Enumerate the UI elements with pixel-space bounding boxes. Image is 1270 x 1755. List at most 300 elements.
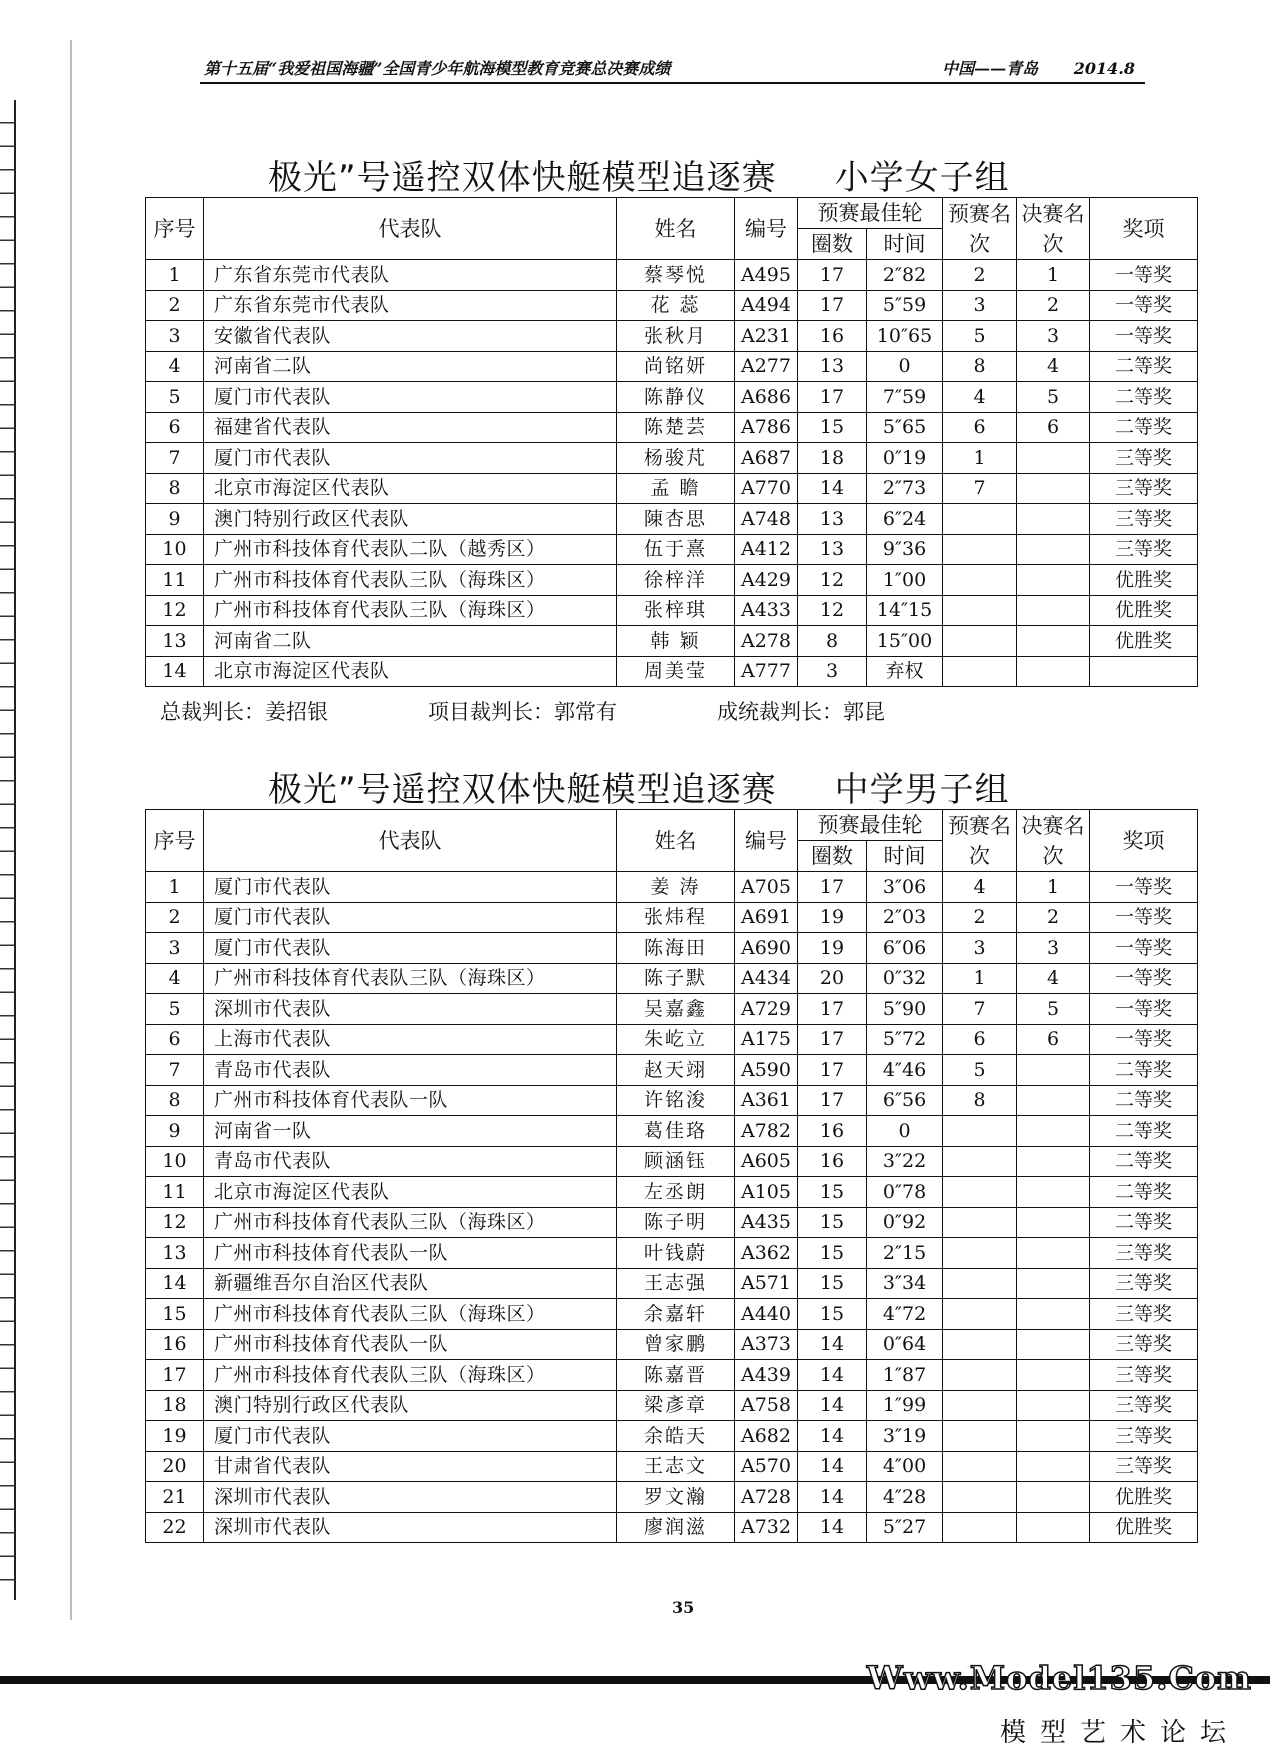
cell-num: A786 xyxy=(735,412,798,443)
cell-num: A570 xyxy=(735,1451,798,1482)
cell-time: 5″90 xyxy=(867,994,943,1025)
col-award: 奖项 xyxy=(1090,198,1198,260)
cell-num: A691 xyxy=(735,902,798,933)
col-seq: 序号 xyxy=(146,810,204,872)
cell-laps: 19 xyxy=(798,933,867,964)
cell-award: 三等奖 xyxy=(1090,473,1198,504)
forum-name: 模型艺术论坛 xyxy=(999,1718,1240,1748)
cell-name: 葛佳珞 xyxy=(617,1116,735,1147)
cell-prelim: 6 xyxy=(943,1024,1017,1055)
cell-name: 余嘉轩 xyxy=(617,1299,735,1330)
cell-prelim xyxy=(943,1299,1017,1330)
cell-time: 5″72 xyxy=(867,1024,943,1055)
table-row xyxy=(146,260,1198,291)
cell-final: 5 xyxy=(1017,994,1090,1025)
cell-prelim xyxy=(943,1207,1017,1238)
cell-num: A362 xyxy=(735,1238,798,1269)
col-final: 决赛名次 xyxy=(1017,198,1090,260)
cell-name: 周美莹 xyxy=(617,656,735,687)
cell-final xyxy=(1017,1512,1090,1543)
cell-award: 一等奖 xyxy=(1090,1024,1198,1055)
col-prelim: 预赛名次 xyxy=(943,198,1017,260)
binding-strip xyxy=(0,100,16,1600)
cell-final: 4 xyxy=(1017,351,1090,382)
cell-laps: 15 xyxy=(798,1238,867,1269)
table-row xyxy=(146,1390,1198,1421)
running-header xyxy=(200,48,1145,84)
cell-award: 三等奖 xyxy=(1090,504,1198,535)
cell-seq: 6 xyxy=(146,1024,204,1055)
cell-num: A571 xyxy=(735,1268,798,1299)
cell-team: 上海市代表队 xyxy=(204,1024,617,1055)
cell-num: A777 xyxy=(735,656,798,687)
cell-award: 三等奖 xyxy=(1090,1238,1198,1269)
table-row xyxy=(146,963,1198,994)
cell-laps: 14 xyxy=(798,1390,867,1421)
cell-name: 赵天翊 xyxy=(617,1055,735,1086)
cell-final xyxy=(1017,1451,1090,1482)
cell-award: 二等奖 xyxy=(1090,412,1198,443)
table-row xyxy=(146,902,1198,933)
cell-seq: 9 xyxy=(146,1116,204,1147)
cell-award: 优胜奖 xyxy=(1090,1512,1198,1543)
cell-prelim: 4 xyxy=(943,872,1017,903)
cell-num: A434 xyxy=(735,963,798,994)
cell-seq: 10 xyxy=(146,1146,204,1177)
cell-final xyxy=(1017,595,1090,626)
cell-final xyxy=(1017,1482,1090,1513)
cell-seq: 17 xyxy=(146,1360,204,1391)
cell-time: 6″24 xyxy=(867,504,943,535)
col-final: 决赛名次 xyxy=(1017,810,1090,872)
cell-name: 梁彥章 xyxy=(617,1390,735,1421)
cell-laps: 8 xyxy=(798,626,867,657)
cell-seq: 11 xyxy=(146,1177,204,1208)
table-row xyxy=(146,443,1198,474)
cell-final: 3 xyxy=(1017,933,1090,964)
cell-laps: 14 xyxy=(798,473,867,504)
cell-seq: 20 xyxy=(146,1451,204,1482)
cell-team: 厦门市代表队 xyxy=(204,902,617,933)
cell-award: 一等奖 xyxy=(1090,994,1198,1025)
section2-event: 极光”号遥控双体快艇模型追逐赛 xyxy=(268,770,777,810)
cell-seq: 21 xyxy=(146,1482,204,1513)
cell-name: 陳杏思 xyxy=(617,504,735,535)
cell-award: 二等奖 xyxy=(1090,1207,1198,1238)
cell-final: 1 xyxy=(1017,260,1090,291)
cell-time: 0″32 xyxy=(867,963,943,994)
cell-team: 广州市科技体育代表队三队（海珠区） xyxy=(204,595,617,626)
cell-award: 优胜奖 xyxy=(1090,626,1198,657)
cell-num: A105 xyxy=(735,1177,798,1208)
header-location-date xyxy=(912,56,1135,79)
cell-award: 三等奖 xyxy=(1090,1451,1198,1482)
cell-prelim: 3 xyxy=(943,290,1017,321)
table-row xyxy=(146,1055,1198,1086)
col-prelim: 预赛名次 xyxy=(943,810,1017,872)
cell-prelim: 8 xyxy=(943,1085,1017,1116)
cell-time: 5″59 xyxy=(867,290,943,321)
cell-seq: 5 xyxy=(146,994,204,1025)
cell-laps: 14 xyxy=(798,1451,867,1482)
cell-seq: 16 xyxy=(146,1329,204,1360)
cell-award: 三等奖 xyxy=(1090,1421,1198,1452)
cell-team: 澳门特别行政区代表队 xyxy=(204,504,617,535)
cell-final: 1 xyxy=(1017,872,1090,903)
table-row xyxy=(146,504,1198,535)
table-row xyxy=(146,1207,1198,1238)
cell-prelim xyxy=(943,1329,1017,1360)
cell-laps: 17 xyxy=(798,872,867,903)
cell-num: A231 xyxy=(735,321,798,352)
cell-name: 韩 颖 xyxy=(617,626,735,657)
cell-time: 2″15 xyxy=(867,1238,943,1269)
table-row xyxy=(146,565,1198,596)
cell-name: 陈子明 xyxy=(617,1207,735,1238)
cell-time: 0″19 xyxy=(867,443,943,474)
cell-award: 二等奖 xyxy=(1090,1177,1198,1208)
cell-num: A686 xyxy=(735,382,798,413)
table-row xyxy=(146,1299,1198,1330)
cell-name: 王志强 xyxy=(617,1268,735,1299)
cell-final xyxy=(1017,1207,1090,1238)
cell-prelim: 2 xyxy=(943,260,1017,291)
cell-time: 15″00 xyxy=(867,626,943,657)
cell-team: 广州市科技体育代表队三队（海珠区） xyxy=(204,963,617,994)
cell-laps: 16 xyxy=(798,1116,867,1147)
cell-laps: 14 xyxy=(798,1512,867,1543)
cell-num: A687 xyxy=(735,443,798,474)
cell-time: 0″78 xyxy=(867,1177,943,1208)
cell-team: 深圳市代表队 xyxy=(204,1482,617,1513)
cell-prelim xyxy=(943,656,1017,687)
cell-award: 优胜奖 xyxy=(1090,565,1198,596)
cell-num: A605 xyxy=(735,1146,798,1177)
cell-prelim: 2 xyxy=(943,902,1017,933)
cell-prelim xyxy=(943,534,1017,565)
cell-seq: 7 xyxy=(146,1055,204,1086)
cell-team: 青岛市代表队 xyxy=(204,1055,617,1086)
cell-seq: 11 xyxy=(146,565,204,596)
cell-name: 顾涵钰 xyxy=(617,1146,735,1177)
col-num: 编号 xyxy=(735,198,798,260)
cell-team: 深圳市代表队 xyxy=(204,994,617,1025)
cell-final xyxy=(1017,1085,1090,1116)
cell-name: 王志文 xyxy=(617,1451,735,1482)
col-best: 预赛最佳轮 xyxy=(798,810,943,841)
page-edge-line xyxy=(70,40,72,1620)
table-row xyxy=(146,933,1198,964)
cell-prelim xyxy=(943,1238,1017,1269)
cell-team: 广州市科技体育代表队一队 xyxy=(204,1085,617,1116)
table-row xyxy=(146,1512,1198,1543)
cell-team: 广东省东莞市代表队 xyxy=(204,290,617,321)
cell-laps: 13 xyxy=(798,534,867,565)
cell-num: A412 xyxy=(735,534,798,565)
col-num: 编号 xyxy=(735,810,798,872)
cell-num: A278 xyxy=(735,626,798,657)
cell-seq: 9 xyxy=(146,504,204,535)
cell-time: 3″19 xyxy=(867,1421,943,1452)
cell-seq: 6 xyxy=(146,412,204,443)
cell-final: 6 xyxy=(1017,412,1090,443)
cell-name: 叶钱蔚 xyxy=(617,1238,735,1269)
cell-time: 0″92 xyxy=(867,1207,943,1238)
cell-name: 左丞朗 xyxy=(617,1177,735,1208)
cell-name: 廖润滋 xyxy=(617,1512,735,1543)
cell-prelim xyxy=(943,1360,1017,1391)
cell-laps: 14 xyxy=(798,1482,867,1513)
cell-laps: 16 xyxy=(798,1146,867,1177)
cell-final xyxy=(1017,473,1090,504)
cell-seq: 3 xyxy=(146,933,204,964)
cell-final xyxy=(1017,1177,1090,1208)
cell-seq: 13 xyxy=(146,1238,204,1269)
cell-laps: 19 xyxy=(798,902,867,933)
cell-laps: 15 xyxy=(798,1299,867,1330)
section2-title xyxy=(268,762,1010,811)
table-row xyxy=(146,1482,1198,1513)
cell-name: 许铭浚 xyxy=(617,1085,735,1116)
cell-time: 5″27 xyxy=(867,1512,943,1543)
cell-award: 一等奖 xyxy=(1090,872,1198,903)
cell-team: 新疆维吾尔自治区代表队 xyxy=(204,1268,617,1299)
cell-num: A729 xyxy=(735,994,798,1025)
cell-final: 2 xyxy=(1017,290,1090,321)
cell-laps: 17 xyxy=(798,994,867,1025)
cell-seq: 4 xyxy=(146,963,204,994)
cell-time: 4″72 xyxy=(867,1299,943,1330)
cell-award: 二等奖 xyxy=(1090,382,1198,413)
cell-name: 孟 瞻 xyxy=(617,473,735,504)
cell-team: 河南省二队 xyxy=(204,626,617,657)
cell-final xyxy=(1017,656,1090,687)
cell-time: 0″64 xyxy=(867,1329,943,1360)
cell-final xyxy=(1017,1116,1090,1147)
cell-time: 3″06 xyxy=(867,872,943,903)
cell-seq: 12 xyxy=(146,1207,204,1238)
header-location: 中国——青岛 xyxy=(942,59,1039,78)
cell-time: 14″15 xyxy=(867,595,943,626)
cell-award: 优胜奖 xyxy=(1090,595,1198,626)
table-row xyxy=(146,1451,1198,1482)
cell-final xyxy=(1017,1238,1090,1269)
cell-team: 广州市科技体育代表队一队 xyxy=(204,1329,617,1360)
cell-award: 一等奖 xyxy=(1090,933,1198,964)
cell-seq: 8 xyxy=(146,473,204,504)
cell-seq: 8 xyxy=(146,1085,204,1116)
section1-results-table xyxy=(145,197,1198,687)
section2-results-table xyxy=(145,809,1198,1543)
cell-time: 1″00 xyxy=(867,565,943,596)
cell-award: 一等奖 xyxy=(1090,260,1198,291)
cell-time: 0 xyxy=(867,351,943,382)
cell-num: A433 xyxy=(735,595,798,626)
cell-seq: 15 xyxy=(146,1299,204,1330)
cell-prelim xyxy=(943,504,1017,535)
cell-team: 广州市科技体育代表队三队（海珠区） xyxy=(204,1299,617,1330)
cell-laps: 3 xyxy=(798,656,867,687)
cell-prelim xyxy=(943,1146,1017,1177)
col-laps: 圈数 xyxy=(798,229,867,260)
table-row xyxy=(146,1238,1198,1269)
cell-time: 2″82 xyxy=(867,260,943,291)
cell-prelim xyxy=(943,1177,1017,1208)
score-referee: 成统裁判长：郭昆 xyxy=(717,700,885,724)
table-row xyxy=(146,872,1198,903)
cell-name: 陈子默 xyxy=(617,963,735,994)
table-row xyxy=(146,290,1198,321)
cell-award: 三等奖 xyxy=(1090,443,1198,474)
cell-laps: 17 xyxy=(798,1024,867,1055)
cell-laps: 13 xyxy=(798,351,867,382)
cell-num: A494 xyxy=(735,290,798,321)
cell-name: 罗文瀚 xyxy=(617,1482,735,1513)
cell-team: 北京市海淀区代表队 xyxy=(204,473,617,504)
cell-seq: 1 xyxy=(146,872,204,903)
cell-final xyxy=(1017,1299,1090,1330)
cell-seq: 5 xyxy=(146,382,204,413)
header-title: 第十五届“我爱祖国海疆”全国青少年航海模型教育竞赛总决赛成绩 xyxy=(204,59,671,78)
cell-name: 陈静仪 xyxy=(617,382,735,413)
cell-prelim: 7 xyxy=(943,994,1017,1025)
cell-award: 三等奖 xyxy=(1090,1268,1198,1299)
cell-final: 5 xyxy=(1017,382,1090,413)
cell-team: 澳门特别行政区代表队 xyxy=(204,1390,617,1421)
cell-num: A748 xyxy=(735,504,798,535)
table-row xyxy=(146,1268,1198,1299)
cell-time: 2″73 xyxy=(867,473,943,504)
cell-laps: 15 xyxy=(798,412,867,443)
cell-name: 曾家鹏 xyxy=(617,1329,735,1360)
cell-name: 张秋月 xyxy=(617,321,735,352)
cell-num: A690 xyxy=(735,933,798,964)
cell-time: 1″99 xyxy=(867,1390,943,1421)
cell-time: 9″36 xyxy=(867,534,943,565)
cell-prelim: 1 xyxy=(943,443,1017,474)
cell-award: 三等奖 xyxy=(1090,534,1198,565)
table-row xyxy=(146,351,1198,382)
cell-name: 张梓琪 xyxy=(617,595,735,626)
cell-team: 厦门市代表队 xyxy=(204,382,617,413)
cell-team: 厦门市代表队 xyxy=(204,872,617,903)
cell-prelim xyxy=(943,565,1017,596)
cell-name: 张炜程 xyxy=(617,902,735,933)
table-row xyxy=(146,1024,1198,1055)
cell-laps: 20 xyxy=(798,963,867,994)
cell-award: 三等奖 xyxy=(1090,1299,1198,1330)
cell-time: 4″00 xyxy=(867,1451,943,1482)
cell-num: A435 xyxy=(735,1207,798,1238)
cell-team: 广州市科技体育代表队二队（越秀区） xyxy=(204,534,617,565)
cell-prelim xyxy=(943,626,1017,657)
cell-award: 二等奖 xyxy=(1090,1146,1198,1177)
cell-prelim: 5 xyxy=(943,1055,1017,1086)
table-row xyxy=(146,595,1198,626)
col-laps: 圈数 xyxy=(798,841,867,872)
cell-team: 安徽省代表队 xyxy=(204,321,617,352)
cell-award: 二等奖 xyxy=(1090,1055,1198,1086)
cell-laps: 14 xyxy=(798,1329,867,1360)
table-row xyxy=(146,382,1198,413)
cell-laps: 15 xyxy=(798,1268,867,1299)
cell-team: 北京市海淀区代表队 xyxy=(204,1177,617,1208)
cell-award: 二等奖 xyxy=(1090,351,1198,382)
cell-award: 优胜奖 xyxy=(1090,1482,1198,1513)
cell-final xyxy=(1017,626,1090,657)
cell-num: A782 xyxy=(735,1116,798,1147)
cell-team: 河南省二队 xyxy=(204,351,617,382)
cell-num: A175 xyxy=(735,1024,798,1055)
table-row xyxy=(146,1116,1198,1147)
cell-laps: 17 xyxy=(798,1055,867,1086)
cell-seq: 22 xyxy=(146,1512,204,1543)
col-team: 代表队 xyxy=(204,810,617,872)
cell-num: A758 xyxy=(735,1390,798,1421)
cell-name: 陈嘉晋 xyxy=(617,1360,735,1391)
cell-prelim xyxy=(943,1482,1017,1513)
table-row xyxy=(146,321,1198,352)
cell-num: A590 xyxy=(735,1055,798,1086)
cell-final xyxy=(1017,504,1090,535)
cell-num: A682 xyxy=(735,1421,798,1452)
cell-final xyxy=(1017,1146,1090,1177)
cell-prelim: 5 xyxy=(943,321,1017,352)
cell-num: A439 xyxy=(735,1360,798,1391)
cell-prelim: 6 xyxy=(943,412,1017,443)
cell-name: 朱屹立 xyxy=(617,1024,735,1055)
cell-seq: 1 xyxy=(146,260,204,291)
cell-seq: 10 xyxy=(146,534,204,565)
cell-seq: 4 xyxy=(146,351,204,382)
cell-time: 弃权 xyxy=(867,656,943,687)
site-watermark: Www.Model135.Com xyxy=(866,1659,1252,1697)
cell-team: 河南省一队 xyxy=(204,1116,617,1147)
section1-event: 极光”号遥控双体快艇模型追逐赛 xyxy=(268,158,777,198)
cell-num: A705 xyxy=(735,872,798,903)
col-name: 姓名 xyxy=(617,810,735,872)
cell-award: 一等奖 xyxy=(1090,963,1198,994)
cell-prelim: 1 xyxy=(943,963,1017,994)
cell-award: 二等奖 xyxy=(1090,1085,1198,1116)
section2-group: 中学男子组 xyxy=(834,770,1010,810)
cell-num: A728 xyxy=(735,1482,798,1513)
cell-seq: 3 xyxy=(146,321,204,352)
cell-seq: 13 xyxy=(146,626,204,657)
cell-prelim xyxy=(943,1512,1017,1543)
cell-time: 3″34 xyxy=(867,1268,943,1299)
cell-time: 5″65 xyxy=(867,412,943,443)
cell-name: 陈楚芸 xyxy=(617,412,735,443)
cell-time: 2″03 xyxy=(867,902,943,933)
cell-laps: 14 xyxy=(798,1421,867,1452)
cell-laps: 15 xyxy=(798,1177,867,1208)
cell-time: 6″06 xyxy=(867,933,943,964)
cell-final: 4 xyxy=(1017,963,1090,994)
cell-team: 福建省代表队 xyxy=(204,412,617,443)
cell-laps: 17 xyxy=(798,382,867,413)
table-row xyxy=(146,473,1198,504)
cell-name: 姜 涛 xyxy=(617,872,735,903)
cell-final xyxy=(1017,1329,1090,1360)
cell-prelim xyxy=(943,595,1017,626)
cell-team: 广东省东莞市代表队 xyxy=(204,260,617,291)
cell-name: 吴嘉鑫 xyxy=(617,994,735,1025)
cell-team: 广州市科技体育代表队一队 xyxy=(204,1238,617,1269)
cell-final xyxy=(1017,565,1090,596)
cell-seq: 2 xyxy=(146,902,204,933)
cell-award: 一等奖 xyxy=(1090,290,1198,321)
